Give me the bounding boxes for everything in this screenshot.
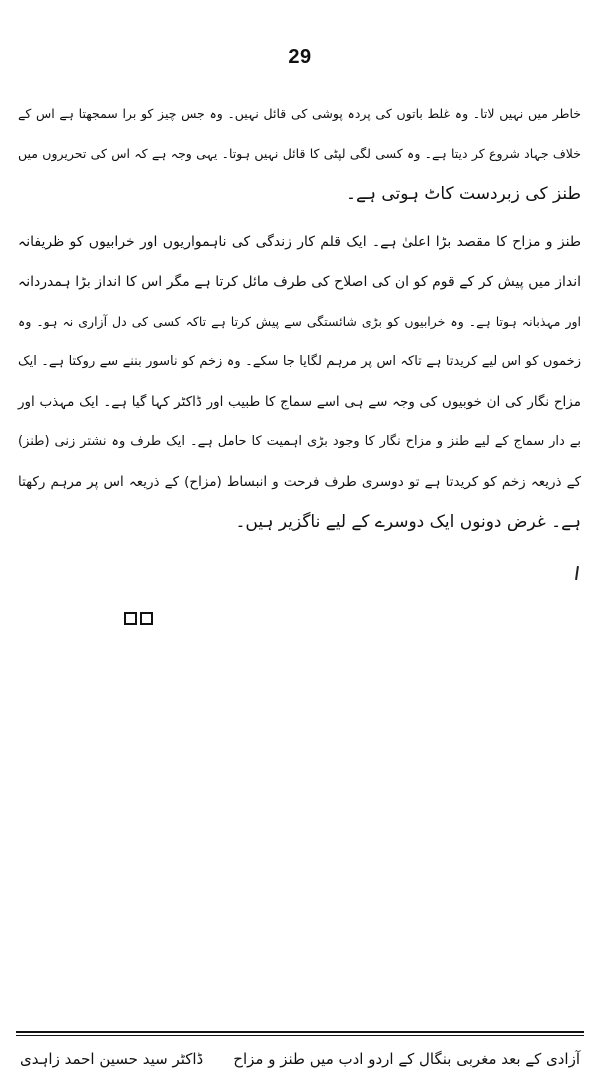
text-line: طنز کی زبردست کاٹ ہوتی ہے۔ xyxy=(346,184,581,204)
footer-author: ڈاکٹر سید حسین احمد زاہدی xyxy=(20,1050,204,1068)
text-line: انداز میں پیش کر کے قوم کو ان کی اصلاح کی طرف مائل کرتا ہے مگر اس کا انداز بڑا ہمدردانہ xyxy=(18,274,581,290)
end-square-icon xyxy=(124,612,137,625)
text-line: ہے۔ غرض دونوں ایک دوسرے کے لیے ناگزیر ہیں۔ xyxy=(235,512,581,532)
text-line: طنز و مزاح کا مقصد بڑا اعلیٰ ہے۔ ایک قلم کار زندگی کی ناہمواریوں اور خرابیوں کو ظریفانہ xyxy=(18,234,581,250)
text-line: بے دار سماج کے لیے طنز و مزاح نگار کا وجود بڑی اہمیت کا حامل ہے۔ ایک طرف وہ نشتر زنی (طنز) xyxy=(18,434,581,449)
text-line: مزاح نگار کی ان خوبیوں کی وجہ سے ہی اسے سماج کا طبیب اور ڈاکٹر کہا گیا ہے۔ ایک مہذب اور xyxy=(18,394,581,410)
margin-mark xyxy=(575,566,579,580)
footer-book-title: آزادی کے بعد مغربی بنگال کے اردو ادب میں طنز و مزاح xyxy=(233,1050,580,1068)
running-footer xyxy=(20,1044,580,1074)
text-line: اور مہذبانہ ہوتا ہے۔ وہ خرابیوں کو بڑی شائستگی سے پیش کرتا ہے تاکہ کسی کی دل آزاری نہ ہو۔ وہ xyxy=(18,314,581,329)
text-line: خاطر میں نہیں لاتا۔ وہ غلط باتوں کی پردہ پوشی کی قائل نہیں۔ وہ جس چیز کو برا سمجھتا ہے اس کے xyxy=(18,106,581,121)
end-square-icon xyxy=(140,612,153,625)
text-line: کے ذریعہ زخم کو کریدتا ہے تو دوسری طرف فرحت و انبساط (مزاح) کے ذریعہ اس پر مرہم رکھتا xyxy=(18,474,581,490)
section-end-mark xyxy=(124,612,153,625)
text-line: زخموں کو اس لیے کریدتا ہے تاکہ اس پر مرہم لگایا جا سکے۔ وہ زخم کو ناسور بننے سے روکتا ہے۔ ایک xyxy=(18,354,581,369)
paragraph-2 xyxy=(18,222,581,542)
footer-rule-inner xyxy=(16,1035,584,1036)
page-number: 29 xyxy=(288,46,312,68)
footer-rule xyxy=(16,1031,584,1033)
text-line: خلاف جہاد شروع کر دیتا ہے۔ وہ کسی لگی لپٹی کا قائل نہیں ہوتا۔ یہی وجہ ہے کہ اس کی تحریروں میں xyxy=(18,146,581,161)
paragraph-1 xyxy=(18,94,581,214)
